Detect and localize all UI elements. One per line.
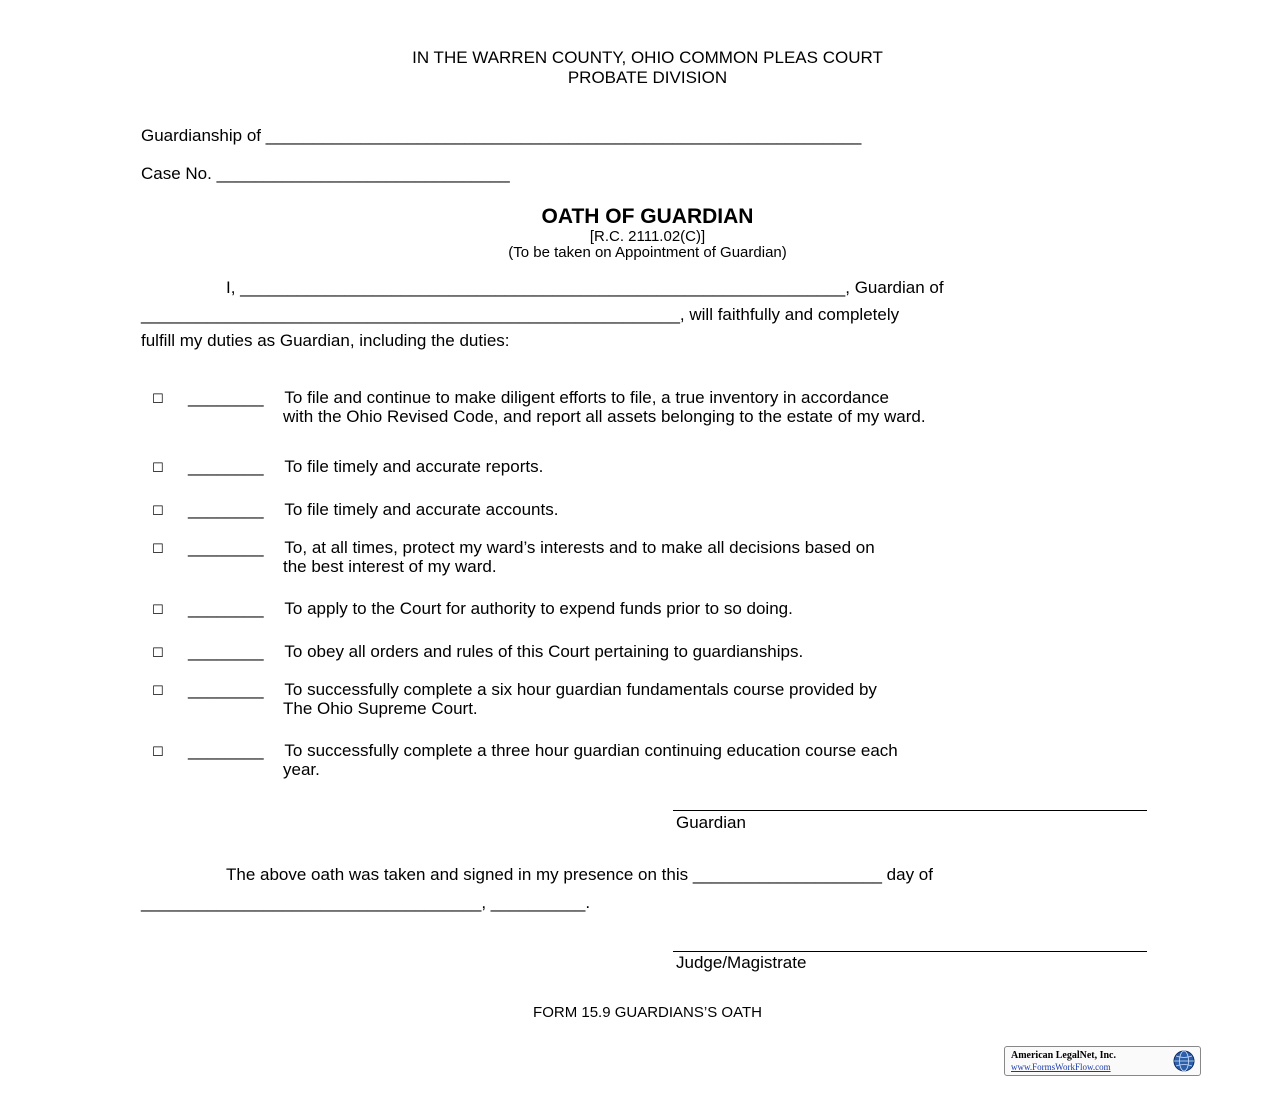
judge-signature-label: Judge/Magistrate — [676, 953, 807, 972]
globe-icon — [1172, 1049, 1196, 1073]
form-title: OATH OF GUARDIAN — [541, 205, 754, 228]
case-number-field: Case No. _______________________________ — [141, 164, 510, 183]
duty-text-continued: year. — [283, 760, 320, 779]
checkbox-icon[interactable]: ☐ — [152, 744, 164, 759]
logo-url[interactable]: www.FormsWorkFlow.com — [1011, 1062, 1111, 1072]
duty-text: To apply to the Court for authority to expend funds prior to so doing. — [284, 599, 793, 618]
checkbox-icon[interactable]: ☐ — [152, 645, 164, 660]
duty-text: To obey all orders and rules of this Court pertaining to guardianships. — [284, 642, 804, 661]
guardian-signature-line — [673, 810, 1147, 811]
checkbox-icon[interactable]: ☐ — [152, 460, 164, 475]
duty-text: To successfully complete a three hour guardian continuing education course each — [284, 741, 898, 760]
oath-line-3: fulfill my duties as Guardian, including the duties: — [141, 331, 510, 350]
initials-blank: ________ — [188, 642, 264, 661]
court-name: IN THE WARREN COUNTY, OHIO COMMON PLEAS COURT — [412, 48, 883, 67]
duty-text-continued: the best interest of my ward. — [283, 557, 497, 576]
initials-blank: ________ — [188, 599, 264, 618]
checkbox-icon[interactable]: ☐ — [152, 503, 164, 518]
checkbox-icon[interactable]: ☐ — [152, 391, 164, 406]
oath-line-2: _________________________________________________________, will faithfully and completely — [141, 305, 900, 324]
checkbox-icon[interactable]: ☐ — [152, 541, 164, 556]
initials-blank: ________ — [188, 388, 264, 407]
initials-blank: ________ — [188, 741, 264, 760]
statute-reference: [R.C. 2111.02(C)] — [589, 228, 706, 245]
judge-signature-line — [673, 951, 1147, 952]
legalnet-logo[interactable] — [1004, 1046, 1201, 1076]
attestation-line-2: ____________________________________, __________. — [141, 893, 591, 912]
court-division: PROBATE DIVISION — [567, 68, 728, 87]
oath-line-1: I, ________________________________________________________________, Guardian of — [226, 278, 944, 297]
checkbox-icon[interactable]: ☐ — [152, 602, 164, 617]
initials-blank: ________ — [188, 500, 264, 519]
duty-text: To successfully complete a six hour guardian fundamentals course provided by — [284, 680, 877, 699]
logo-company: American LegalNet, Inc. — [1011, 1050, 1116, 1061]
initials-blank: ________ — [188, 538, 264, 557]
duty-text: To file timely and accurate accounts. — [284, 500, 559, 519]
attestation-line-1: The above oath was taken and signed in my presence on this ____________________ day of — [226, 865, 933, 884]
initials-blank: ________ — [188, 457, 264, 476]
duty-text: To, at all times, protect my ward’s interests and to make all decisions based on — [284, 538, 875, 557]
duty-text: To file timely and accurate reports. — [284, 457, 544, 476]
duty-text-continued: with the Ohio Revised Code, and report all assets belonging to the estate of my ward. — [283, 407, 926, 426]
title-note: (To be taken on Appointment of Guardian) — [508, 244, 787, 261]
duty-text: To file and continue to make diligent efforts to file, a true inventory in accordance — [284, 388, 889, 407]
initials-blank: ________ — [188, 680, 264, 699]
guardian-signature-label: Guardian — [676, 813, 746, 832]
duty-text-continued: The Ohio Supreme Court. — [283, 699, 478, 718]
guardianship-field: Guardianship of _______________________________________________________________ — [141, 126, 862, 145]
checkbox-icon[interactable]: ☐ — [152, 683, 164, 698]
form-footer: FORM 15.9 GUARDIANS’S OATH — [533, 1004, 762, 1021]
